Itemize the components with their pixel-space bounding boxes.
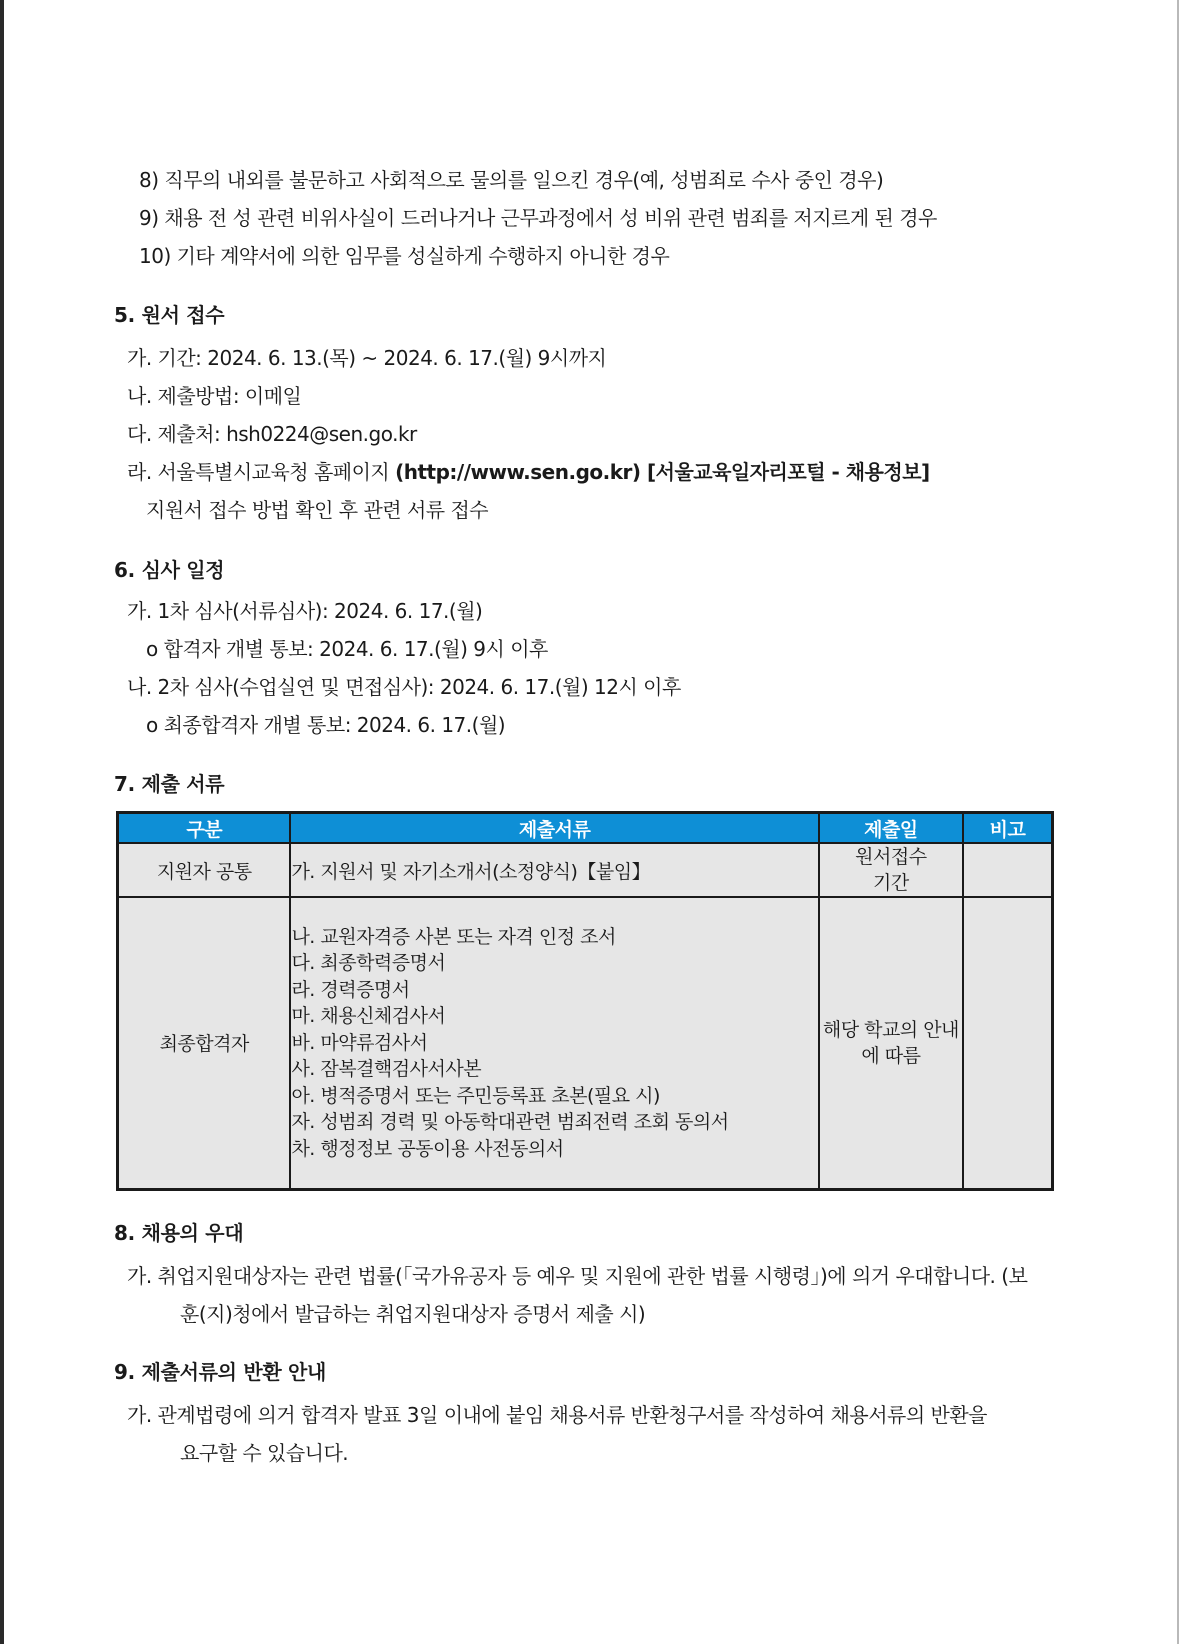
row-category: 최종합격자 bbox=[118, 897, 291, 1189]
list-item: 8) 직무의 내외를 불문하고 사회적으로 물의를 일으킨 경우(예, 성범죄로 수사 중인 경우) bbox=[139, 168, 884, 192]
row-date bbox=[819, 843, 963, 897]
first-round-text: 가. 1차 심사(서류심사): 2024. 6. 17.(월) bbox=[127, 599, 483, 623]
document-item: 나. 교원자격증 사본 또는 자격 인정 조서 bbox=[291, 925, 616, 948]
homepage-note: 지원서 접수 방법 확인 후 관련 서류 접수 bbox=[146, 498, 489, 522]
date-line: 에 따름 bbox=[861, 1044, 921, 1067]
section-heading: 8. 채용의 우대 bbox=[114, 1221, 244, 1245]
table-row bbox=[118, 843, 1053, 897]
document-item: 마. 채용신체검사서 bbox=[291, 1005, 446, 1027]
header-date: 제출일 bbox=[819, 813, 963, 844]
list-item: 10) 기타 계약서에 의한 임무를 성실하게 수행하지 아니한 경우 bbox=[139, 244, 670, 268]
date-line: 원서접수 bbox=[855, 846, 927, 868]
section-heading: 6. 심사 일정 bbox=[114, 558, 225, 582]
document-item: 아. 병적증명서 또는 주민등록표 초본(필요 시) bbox=[291, 1084, 660, 1107]
list-item: 9) 채용 전 성 관련 비위사실이 드러나거나 근무과정에서 성 비위 관련 범죄를 저지르게 된 경우 bbox=[139, 206, 937, 230]
document-item: 다. 최종학력증명서 bbox=[291, 952, 446, 974]
document-item: 사. 잠복결핵검사서사본 bbox=[291, 1058, 482, 1080]
document-item: 자. 성범죄 경력 및 아동학대관련 범죄전력 조회 동의서 bbox=[291, 1111, 729, 1133]
header-category: 구분 bbox=[118, 813, 291, 844]
document-item: 바. 마약류검사서 bbox=[291, 1031, 428, 1054]
row-note bbox=[963, 843, 1053, 897]
row-document: 가. 지원서 및 자기소개서(소정양식)【붙임】 bbox=[290, 843, 818, 897]
preference-line-2: 훈(지)청에서 발급하는 취업지원대상자 증명서 제출 시) bbox=[180, 1302, 646, 1326]
homepage-prefix: 라. 서울특별시교육청 홈페이지 bbox=[127, 460, 396, 484]
table-row bbox=[118, 897, 1053, 1189]
homepage-link[interactable]: (http://www.sen.go.kr) [서울교육일자리포털 - 채용정보] bbox=[395, 460, 930, 484]
page-left-edge bbox=[0, 0, 4, 1644]
date-line: 기간 bbox=[873, 872, 909, 894]
first-notice-text: o 합격자 개별 통보: 2024. 6. 17.(월) 9시 이후 bbox=[146, 637, 548, 661]
table-header-row bbox=[118, 813, 1053, 844]
return-line-1: 가. 관계법령에 의거 합격자 발표 3일 이내에 붙임 채용서류 반환청구서를 작성하여 채용서류의 반환을 bbox=[127, 1403, 987, 1427]
document-item: 라. 경력증명서 bbox=[291, 978, 410, 1001]
method-text: 나. 제출방법: 이메일 bbox=[127, 384, 302, 408]
preference-line-1: 가. 취업지원대상자는 관련 법률(「국가유공자 등 예우 및 지원에 관한 법률 시행령」)에 의거 우대합니다. (보 bbox=[127, 1264, 1028, 1288]
section-heading: 9. 제출서류의 반환 안내 bbox=[114, 1360, 327, 1384]
section-heading: 7. 제출 서류 bbox=[114, 772, 225, 796]
row-category: 지원자 공통 bbox=[118, 843, 291, 897]
return-line-2: 요구할 수 있습니다. bbox=[180, 1441, 349, 1465]
period-text: 가. 기간: 2024. 6. 13.(목) ~ 2024. 6. 17.(월) 9시까지 bbox=[127, 346, 607, 370]
row-documents bbox=[290, 897, 818, 1189]
destination-text: 다. 제출처: hsh0224@sen.go.kr bbox=[127, 422, 417, 446]
section-heading: 5. 원서 접수 bbox=[114, 303, 225, 327]
header-note: 비고 bbox=[963, 813, 1053, 844]
document-item: 차. 행정정보 공동이용 사전동의서 bbox=[291, 1137, 564, 1160]
date-line: 해당 학교의 안내 bbox=[822, 1018, 959, 1041]
second-notice-text: o 최종합격자 개별 통보: 2024. 6. 17.(월) bbox=[146, 713, 506, 737]
documents-table bbox=[116, 811, 1054, 1191]
header-documents: 제출서류 bbox=[290, 813, 818, 844]
second-round-text: 나. 2차 심사(수업실연 및 면접심사): 2024. 6. 17.(월) 12시 이후 bbox=[127, 675, 681, 699]
homepage-line bbox=[127, 458, 930, 486]
row-date bbox=[819, 897, 963, 1189]
row-note bbox=[963, 897, 1053, 1189]
